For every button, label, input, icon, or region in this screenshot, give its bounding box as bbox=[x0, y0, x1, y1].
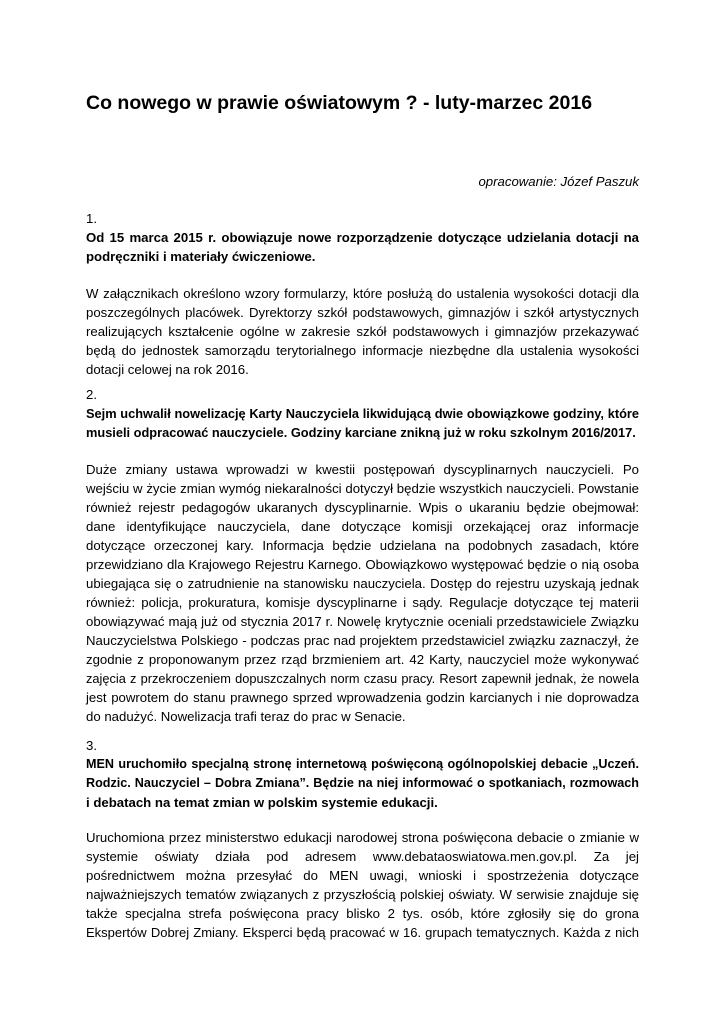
section-3-body-line: Ekspertów Dobrej Zmiany. Eksperci będą pracować w 16. grupach tematycznych. Każda z nich bbox=[86, 925, 639, 940]
section-2-number: 2. bbox=[86, 387, 97, 402]
section-1-heading bbox=[86, 228, 639, 266]
section-3-number: 3. bbox=[86, 738, 97, 753]
section-2-body-line: przewidziano dla Krajowego Rejestru Karnego. Obowiązkowo występować będzie o nią osoba bbox=[86, 557, 639, 572]
section-2-body-line: do nadużyć. Nowelizacja trafi teraz do prac w Senacie. bbox=[86, 709, 406, 724]
section-1-heading-line: Od 15 marca 2015 r. obowiązuje nowe rozporządzenie dotyczące udzielania dotacji na bbox=[86, 230, 639, 245]
section-2-body-line: dane identyfikujące nauczyciela, dane dotyczące komisji orzekającej oraz informacje bbox=[86, 519, 639, 534]
section-2-body-line: obowiązywać mają już od stycznia 2017 r. Nowelę krytycznie oceniali przedstawiciele Związku bbox=[86, 614, 639, 629]
section-1-body-line: realizujących kształcenie ogólne w zakresie szkół podstawowych i gimnazjów przekazywać bbox=[86, 324, 639, 339]
section-2-heading-line: Sejm uchwalił nowelizację Karty Nauczyciela likwidującą dwie obowiązkowe godziny, które bbox=[86, 406, 639, 421]
section-1-heading-line: podręczniki i materiały ćwiczeniowe. bbox=[86, 249, 316, 264]
section-2-body-line: dotyczące orzeczonej kary. Informacja będzie udzielana na podobnych zasadach, które bbox=[86, 538, 639, 553]
section-1-body bbox=[86, 284, 639, 379]
section-2-body-line: wejściu w życie zmian wymóg niekaralności dotyczył będzie wszystkich nauczycieli. Powstanie bbox=[86, 481, 639, 496]
section-1-body-line: będą do jednostek samorządu terytorialnego informacje niezbędne dla ustalenia wysokości bbox=[86, 343, 639, 358]
section-1-body-line: dotacji celowej na rok 2016. bbox=[86, 362, 249, 377]
document-title: Co nowego w prawie oświatowym ? - luty-marzec 2016 bbox=[86, 92, 593, 114]
section-3-heading-line: MEN uruchomiło specjalną stronę internetową poświęconą ogólnopolskiej debacie „Uczeń. bbox=[86, 757, 639, 771]
section-3-heading bbox=[86, 755, 639, 812]
section-2-body-line: ubiegająca się o zatrudnienie na stanowisku nauczyciela. Dostęp do rejestru uzyskają jednak bbox=[86, 576, 639, 591]
section-2-body-line: zajęcia z przekroczeniem dopuszczalnych norm czasu pracy. Resort zapewnił jednak, że nowela bbox=[86, 671, 639, 686]
section-2-body-line: Nauczycielstwa Polskiego - podczas prac nad projektem przedstawiciel związku zaznaczył, że bbox=[86, 633, 639, 648]
section-3-body-line: także specjalna strefa poświęcona pracy blisko 2 tys. osób, które zgłosiły się do grona bbox=[86, 906, 639, 921]
section-2-body-line: zgodnie z proponowanym przez rząd brzmieniem art. 42 Karty, nauczyciel może wykonywać bbox=[86, 652, 639, 667]
section-2-body bbox=[86, 460, 639, 726]
section-3-heading-line: Rodzic. Nauczyciel – Dobra Zmiana”. Będzie na niej informować o spotkaniach, rozmowach bbox=[86, 776, 639, 790]
section-2-heading-line: musieli odpracować nauczyciele. Godziny karciane znikną już w roku szkolnym 2016/2017. bbox=[86, 425, 636, 440]
section-3-body bbox=[86, 828, 639, 942]
section-3-heading-line: i debatach na temat zmian w polskim systemie edukacji. bbox=[86, 795, 438, 810]
section-3-body-line: Uruchomiona przez ministerstwo edukacji narodowej strona poświęcona debacie o zmianie w bbox=[86, 830, 639, 845]
section-1-body-line: W załącznikach określono wzory formularzy, które posłużą do ustalenia wysokości dotacji dla bbox=[86, 286, 639, 301]
section-2-heading bbox=[86, 404, 639, 442]
section-1-body-line: poszczególnych placówek. Dyrektorzy szkół podstawowych, gimnazjów i szkół artystycznych bbox=[86, 305, 639, 320]
section-3-body-line: pośrednictwem można przesyłać do MEN uwagi, wnioski i spostrzeżenia dotyczące bbox=[86, 868, 639, 883]
section-3-body-line: systemie oświaty działa pod adresem www.debataoswiatowa.men.gov.pl. Za jej bbox=[86, 849, 639, 864]
section-2-body-line: również rejestr pedagogów ukaranych dyscyplinarnie. Wpis o ukaraniu będzie obejmował: bbox=[86, 500, 639, 515]
document-author: opracowanie: Józef Paszuk bbox=[478, 174, 639, 189]
section-2-body-line: jest powrotem do stanu prawnego sprzed wprowadzenia godzin karcianych i nie doprowadza bbox=[86, 690, 639, 705]
section-2-body-line: również: policja, prokuratura, komisje dyscyplinarne i sądy. Regulacje dotyczące tej materii bbox=[86, 595, 639, 610]
section-1-number: 1. bbox=[86, 211, 97, 226]
section-3-body-line: najważniejszych tematów związanych z przyszłością polskiej oświaty. W serwisie znajduje się bbox=[86, 887, 639, 902]
section-2-body-line: Duże zmiany ustawa wprowadzi w kwestii postępowań dyscyplinarnych nauczycieli. Po bbox=[86, 462, 639, 477]
